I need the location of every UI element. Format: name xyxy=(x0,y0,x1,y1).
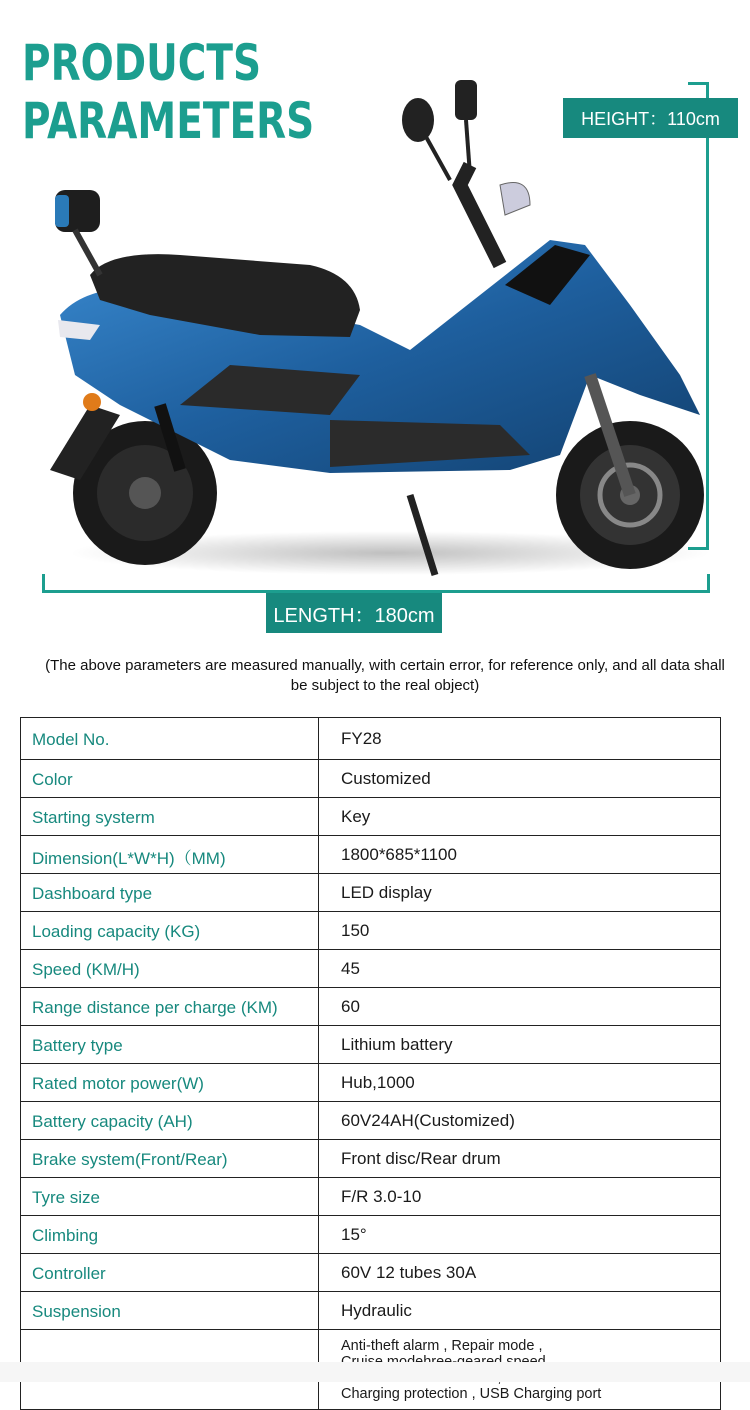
spec-label: Starting systerm xyxy=(21,798,319,836)
spec-label: Dashboard type xyxy=(21,874,319,912)
table-row xyxy=(21,798,721,836)
table-row xyxy=(21,1254,721,1292)
spec-value: 60V 12 tubes 30A xyxy=(319,1254,721,1292)
bottom-strip xyxy=(0,1362,750,1382)
table-row xyxy=(21,1140,721,1178)
table-row xyxy=(21,1064,721,1102)
table-row xyxy=(21,1178,721,1216)
spec-label: Tyre size xyxy=(21,1178,319,1216)
spec-label: Loading capacity (KG) xyxy=(21,912,319,950)
table-row xyxy=(21,1292,721,1330)
spec-label: Speed (KM/H) xyxy=(21,950,319,988)
optional-function-line: Charging protection , USB Charging port xyxy=(341,1385,602,1402)
table-row xyxy=(21,1026,721,1064)
spec-value: 60V24AH(Customized) xyxy=(319,1102,721,1140)
table-row xyxy=(21,874,721,912)
spec-label: Rated motor power(W) xyxy=(21,1064,319,1102)
table-row xyxy=(21,950,721,988)
spec-value: Hub,1000 xyxy=(319,1064,721,1102)
spec-value: FY28 xyxy=(319,718,721,760)
height-indicator-bottom-cap xyxy=(688,547,709,550)
table-row xyxy=(21,718,721,760)
table-row xyxy=(21,760,721,798)
title-line-2: PARAMETERS xyxy=(22,92,315,150)
spec-value: Hydraulic xyxy=(319,1292,721,1330)
table-row xyxy=(21,1216,721,1254)
spec-label: Battery capacity (AH) xyxy=(21,1102,319,1140)
spec-label: Suspension xyxy=(21,1292,319,1330)
spec-value: 45 xyxy=(319,950,721,988)
spec-value: LED display xyxy=(319,874,721,912)
spec-value: Key xyxy=(319,798,721,836)
spec-value: 15° xyxy=(319,1216,721,1254)
table-row xyxy=(21,912,721,950)
spec-value: Customized xyxy=(319,760,721,798)
table-row xyxy=(21,1102,721,1140)
length-indicator-left-cap xyxy=(42,574,45,593)
spec-label: Battery type xyxy=(21,1026,319,1064)
spec-label: Climbing xyxy=(21,1216,319,1254)
spec-label: Range distance per charge (KM) xyxy=(21,988,319,1026)
height-indicator-line xyxy=(706,82,709,550)
specs-table xyxy=(20,717,721,1410)
spec-value: Front disc/Rear drum xyxy=(319,1140,721,1178)
table-row xyxy=(21,836,721,874)
title-line-1: PRODUCTS xyxy=(22,34,262,92)
spec-value: Lithium battery xyxy=(319,1026,721,1064)
optional-function-line: Anti-theft alarm , Repair mode , xyxy=(341,1337,543,1354)
spec-label: Dimension(L*W*H)（MM) xyxy=(21,836,319,874)
height-indicator-top-cap xyxy=(688,82,709,85)
spec-label: Brake system(Front/Rear) xyxy=(21,1140,319,1178)
spec-value: F/R 3.0-10 xyxy=(319,1178,721,1216)
spec-label: Color xyxy=(21,760,319,798)
length-indicator-right-cap xyxy=(707,574,710,593)
measurement-note: (The above parameters are measured manually, with certain error, for reference only, and all data shall be subject to the real object) xyxy=(45,657,725,694)
spec-value: 60 xyxy=(319,988,721,1026)
length-badge: LENGTH：180cm xyxy=(266,593,442,633)
spec-value: 1800*685*1100 xyxy=(319,836,721,874)
spec-label: Model No. xyxy=(21,718,319,760)
scooter-image xyxy=(30,75,720,585)
height-badge: HEIGHT：110cm xyxy=(563,98,738,138)
spec-label: Controller xyxy=(21,1254,319,1292)
table-row xyxy=(21,988,721,1026)
spec-value: 150 xyxy=(319,912,721,950)
